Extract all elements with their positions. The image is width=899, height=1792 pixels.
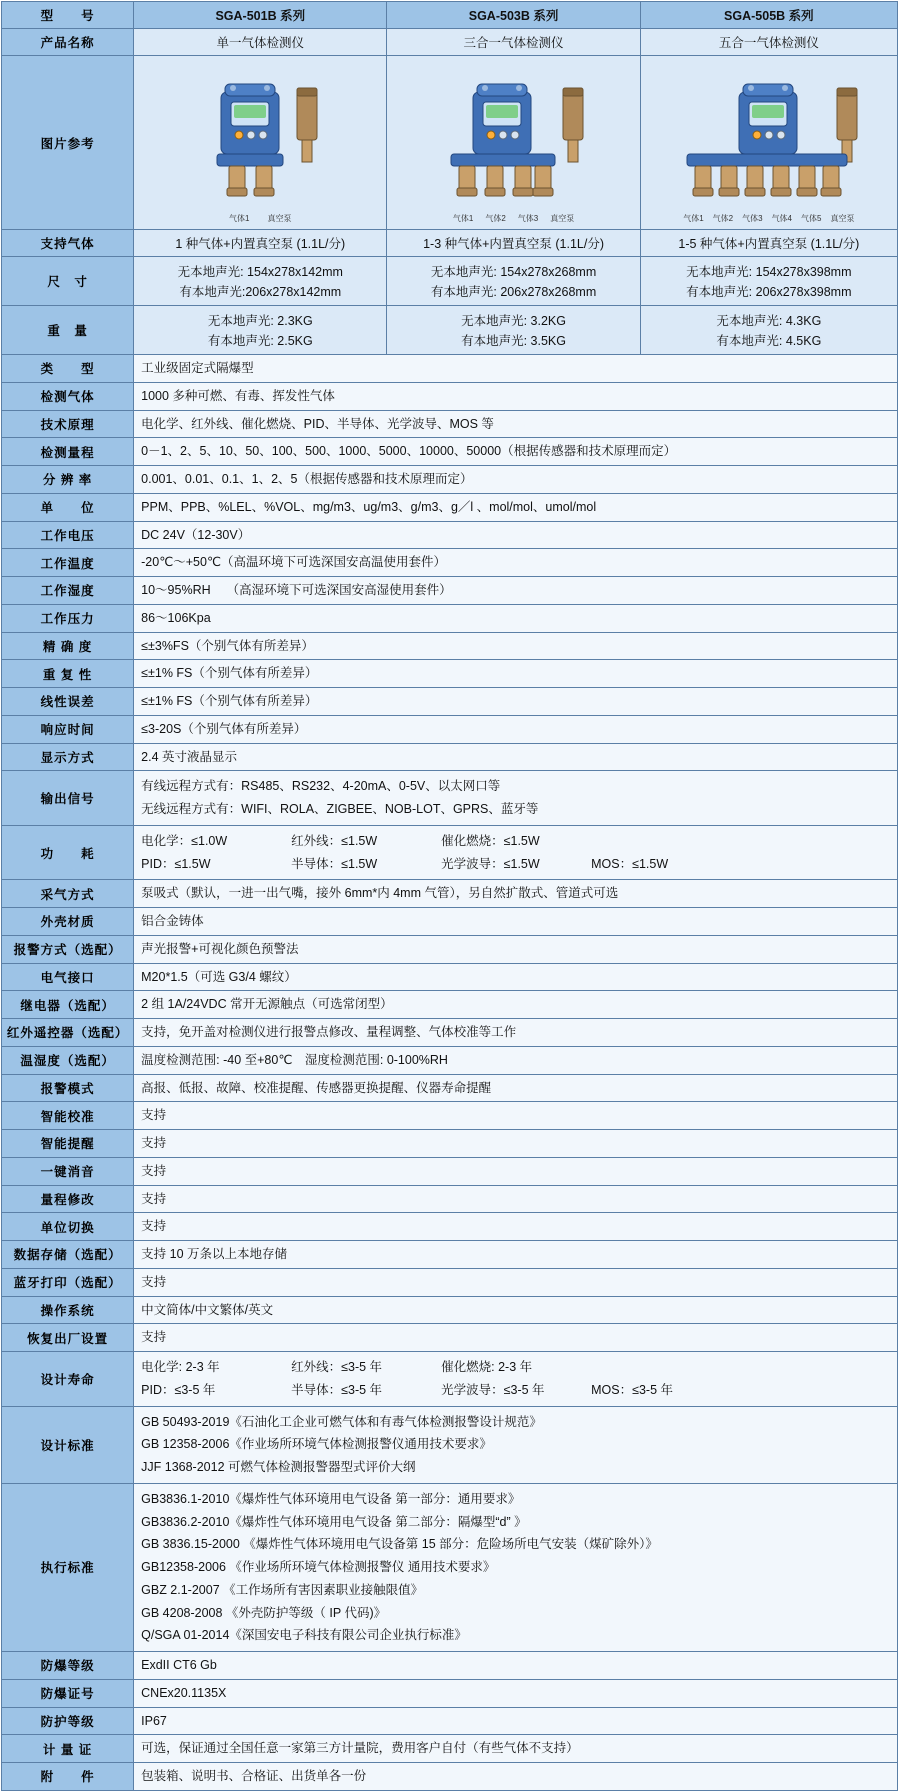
row-label-sampling: 采气方式 <box>2 880 134 908</box>
table-row-unit-switch <box>2 1213 898 1241</box>
row-label-design-std: 设计标准 <box>2 1406 134 1483</box>
row-label-output: 输出信号 <box>2 771 134 826</box>
table-row-repeat <box>2 660 898 688</box>
weight-505b <box>640 306 897 355</box>
life-semicon: 半导体：≤3-5 年 <box>291 1382 383 1397</box>
table-row-data-store <box>2 1241 898 1269</box>
life-echem: 电化学: 2-3 年 <box>141 1360 220 1374</box>
row-label-size: 尺 寸 <box>2 257 134 306</box>
one-key-value: 支持 <box>134 1157 898 1185</box>
support-gas-501b: 1 种气体+内置真空泵 (1.1L/分) <box>134 230 387 257</box>
os-value: 中文简体/中文繁体/英文 <box>134 1296 898 1324</box>
row-label-resolution: 分 辨 率 <box>2 466 134 494</box>
table-row-weight <box>2 306 898 355</box>
exec-std-item: GBZ 2.1-2007 《工作场所有害因素职业接触限值》 <box>141 1582 424 1597</box>
size-503b-line2: 有本地声光: 206x278x268mm <box>430 285 597 299</box>
smart-cal-value: 支持 <box>134 1102 898 1130</box>
table-row-smart-cal <box>2 1102 898 1130</box>
row-label-product-name: 产品名称 <box>2 29 134 56</box>
response-value: ≤3-20S（个别气体有所差异） <box>134 715 898 743</box>
table-row-work-temp <box>2 549 898 577</box>
row-label-temp-humi: 温湿度（选配） <box>2 1046 134 1074</box>
product-name-505b: 五合一气体检测仪 <box>640 29 897 56</box>
spec-table <box>1 1 898 1791</box>
size-501b-line1: 无本地声光: 154x278x142mm <box>177 265 343 279</box>
row-label-range-mod: 量程修改 <box>2 1185 134 1213</box>
smart-remind-value: 支持 <box>134 1130 898 1158</box>
principle-value: 电化学、红外线、催化燃烧、PID、半导体、光学波导、MOS 等 <box>134 410 898 438</box>
design-std-item: JJF 1368-2012 可燃气体检测报警器型式评价大纲 <box>141 1460 416 1474</box>
unit-switch-value: 支持 <box>134 1213 898 1241</box>
data-store-value: 支持 10 万条以上本地存储 <box>134 1241 898 1269</box>
power-semicon: 半导体：≤1.5W <box>291 856 378 871</box>
table-row-detect-gas <box>2 382 898 410</box>
voltage-value: DC 24V（12-30V） <box>134 521 898 549</box>
life-pid: PID：≤3-5 年 <box>141 1382 216 1397</box>
row-label-smart-cal: 智能校准 <box>2 1102 134 1130</box>
display-value: 2.4 英寸液晶显示 <box>134 743 898 771</box>
exec-std-value <box>134 1483 898 1651</box>
accessories-value: 包装箱、说明书、合格证、出货单各一份 <box>134 1763 898 1791</box>
device-image-505b <box>640 56 897 230</box>
table-row-factory-reset <box>2 1324 898 1352</box>
row-label-smart-remind: 智能提醒 <box>2 1130 134 1158</box>
size-501b <box>134 257 387 306</box>
row-label-alarm-way: 报警方式（选配） <box>2 935 134 963</box>
product-name-503b: 三合一气体检测仪 <box>387 29 640 56</box>
detect-gas-value: 1000 多种可燃、有毒、挥发性气体 <box>134 382 898 410</box>
row-label-factory-reset: 恢复出厂设置 <box>2 1324 134 1352</box>
row-label-accessories: 附 件 <box>2 1763 134 1791</box>
exec-std-item: GB3836.2-2010《爆炸性气体环境用电气设备 第二部分：隔爆型“d” 》 <box>141 1514 527 1529</box>
life-mos: MOS：≤3-5 年 <box>591 1382 674 1397</box>
exec-std-item: GB 3836.15-2000 《爆炸性气体环境用电气设备第 15 部分：危险场所电气安装（煤矿除外）》 <box>141 1537 658 1552</box>
table-row-support-gas <box>2 230 898 257</box>
size-503b-line1: 无本地声光: 154x278x268mm <box>430 265 597 279</box>
size-505b-line2: 有本地声光: 206x278x398mm <box>686 285 852 299</box>
row-label-type: 类 型 <box>2 355 134 383</box>
model-503b: SGA-503B 系列 <box>387 2 640 29</box>
row-label-ip-grade: 防护等级 <box>2 1707 134 1735</box>
design-std-value <box>134 1406 898 1483</box>
life-catalytic: 催化燃烧: 2-3 年 <box>441 1360 533 1374</box>
product-name-501b: 单一气体检测仪 <box>134 29 387 56</box>
detector-illustration-3ch <box>411 62 616 224</box>
table-row-ex-grade <box>2 1652 898 1680</box>
row-label-accuracy: 精 确 度 <box>2 632 134 660</box>
power-value <box>134 825 898 880</box>
device-image-501b <box>134 56 387 230</box>
table-row-relay <box>2 991 898 1019</box>
table-row-life <box>2 1352 898 1407</box>
table-row-work-humidity <box>2 577 898 605</box>
row-label-support-gas: 支持气体 <box>2 230 134 257</box>
remote-value: 支持，免开盖对检测仪进行报警点修改、量程调整、气体校准等工作 <box>134 1019 898 1047</box>
table-row-smart-remind <box>2 1130 898 1158</box>
row-label-metrology: 计 量 证 <box>2 1735 134 1763</box>
table-row-product-name <box>2 29 898 56</box>
table-row-principle <box>2 410 898 438</box>
metrology-value: 可选，保证通过全国任意一家第三方计量院，费用客户自付（有些气体不支持） <box>134 1735 898 1763</box>
row-label-shell: 外壳材质 <box>2 908 134 936</box>
table-row-exec-std <box>2 1483 898 1651</box>
row-label-work-humidity: 工作湿度 <box>2 577 134 605</box>
size-503b <box>387 257 640 306</box>
weight-503b-line2: 有本地声光: 3.5KG <box>461 334 566 348</box>
size-505b-line1: 无本地声光: 154x278x398mm <box>686 265 852 279</box>
table-row-size <box>2 257 898 306</box>
factory-reset-value: 支持 <box>134 1324 898 1352</box>
weight-501b <box>134 306 387 355</box>
row-label-remote: 红外遥控器（选配） <box>2 1019 134 1047</box>
exec-std-item: GB 4208-2008 《外壳防护等级（ IP 代码)》 <box>141 1605 387 1620</box>
table-row-os <box>2 1296 898 1324</box>
detector-illustration-5ch <box>651 62 886 224</box>
exec-std-item: GB3836.1-2010《爆炸性气体环境用电气设备 第一部分：通用要求》 <box>141 1491 521 1506</box>
table-row-remote <box>2 1019 898 1047</box>
row-label-data-store: 数据存储（选配） <box>2 1241 134 1269</box>
table-row-shell <box>2 908 898 936</box>
type-value: 工业级固定式隔爆型 <box>134 355 898 383</box>
temp-humi-value: 温度检测范围: -40 至+80℃ 湿度检测范围: 0-100%RH <box>134 1046 898 1074</box>
row-label-range: 检测量程 <box>2 438 134 466</box>
table-row-unit <box>2 493 898 521</box>
exec-std-item: GB12358-2006 《作业场所环境气体检测报警仪 通用技术要求》 <box>141 1560 496 1574</box>
row-label-response: 响应时间 <box>2 715 134 743</box>
power-line1 <box>141 830 890 853</box>
row-label-linear: 线性误差 <box>2 688 134 716</box>
table-row-ip-grade <box>2 1707 898 1735</box>
size-505b <box>640 257 897 306</box>
table-row-temp-humi <box>2 1046 898 1074</box>
row-label-relay: 继电器（选配） <box>2 991 134 1019</box>
size-501b-line2: 有本地声光:206x278x142mm <box>179 285 342 299</box>
shell-value: 铝合金铸体 <box>134 908 898 936</box>
row-label-unit: 单 位 <box>2 493 134 521</box>
work-humidity-value: 10～95%RH （高湿环境下可选深国安高湿使用套件） <box>134 577 898 605</box>
table-row-model <box>2 2 898 29</box>
table-row-metrology <box>2 1735 898 1763</box>
output-value <box>134 771 898 826</box>
row-label-image-ref: 图片参考 <box>2 56 134 230</box>
life-ir: 红外线：≤3-5 年 <box>291 1360 383 1374</box>
row-label-voltage: 工作电压 <box>2 521 134 549</box>
table-row-electrical-port <box>2 963 898 991</box>
table-row-work-pressure <box>2 604 898 632</box>
linear-value: ≤±1% FS（个别气体有所差异） <box>134 688 898 716</box>
table-row-display <box>2 743 898 771</box>
electrical-port-value: M20*1.5（可选 G3/4 螺纹） <box>134 963 898 991</box>
ex-grade-value: ExdII CT6 Gb <box>134 1652 898 1680</box>
ip-grade-value: IP67 <box>134 1707 898 1735</box>
gas-port-labels-3ch: 气体1 气体2 气体3 真空泵 <box>452 213 575 223</box>
table-row-voltage <box>2 521 898 549</box>
row-label-display: 显示方式 <box>2 743 134 771</box>
table-row-image-ref <box>2 56 898 230</box>
table-row-one-key <box>2 1157 898 1185</box>
bt-print-value: 支持 <box>134 1268 898 1296</box>
output-wired: 有线远程方式有：RS485、RS232、4-20mA、0-5V、以太网口等 <box>141 779 501 794</box>
power-catalytic: 催化燃烧：≤1.5W <box>441 833 540 848</box>
range-value: 0－1、2、5、10、50、100、500、1000、5000、10000、50000（根据传感器和技术原理而定） <box>134 438 898 466</box>
design-std-item: GB 12358-2006《作业场所环境气体检测报警仪通用技术要求》 <box>141 1437 492 1452</box>
ex-cert-value: CNEx20.1135X <box>134 1679 898 1707</box>
alarm-mode-value: 高报、低报、故障、校准提醒、传感器更换提醒、仪器寿命提醒 <box>134 1074 898 1102</box>
weight-503b-line1: 无本地声光: 3.2KG <box>461 314 566 328</box>
range-mod-value: 支持 <box>134 1185 898 1213</box>
table-row-linear <box>2 688 898 716</box>
exec-std-item: Q/SGA 01-2014《深国安电子科技有限公司企业执行标准》 <box>141 1628 467 1643</box>
support-gas-505b: 1-5 种气体+内置真空泵 (1.1L/分) <box>640 230 897 257</box>
repeat-value: ≤±1% FS（个别气体有所差异） <box>134 660 898 688</box>
row-label-one-key: 一键消音 <box>2 1157 134 1185</box>
work-temp-value: -20℃～+50℃（高温环境下可选深国安高温使用套件） <box>134 549 898 577</box>
weight-505b-line1: 无本地声光: 4.3KG <box>716 314 822 328</box>
table-row-design-std <box>2 1406 898 1483</box>
table-row-accessories <box>2 1763 898 1791</box>
row-label-principle: 技术原理 <box>2 410 134 438</box>
device-image-503b <box>387 56 640 230</box>
table-row-range-mod <box>2 1185 898 1213</box>
row-label-power: 功 耗 <box>2 825 134 880</box>
row-label-electrical-port: 电气接口 <box>2 963 134 991</box>
row-label-work-temp: 工作温度 <box>2 549 134 577</box>
table-row-response <box>2 715 898 743</box>
row-label-ex-cert: 防爆证号 <box>2 1679 134 1707</box>
table-row-resolution <box>2 466 898 494</box>
output-wireless: 无线远程方式有：WIFI、ROLA、ZIGBEE、NOB-LOT、GPRS、蓝牙等 <box>141 802 539 816</box>
table-row-ex-cert <box>2 1679 898 1707</box>
life-optical: 光学波导：≤3-5 年 <box>441 1382 545 1397</box>
table-row-type <box>2 355 898 383</box>
row-label-life: 设计寿命 <box>2 1352 134 1407</box>
row-label-repeat: 重 复 性 <box>2 660 134 688</box>
life-value <box>134 1352 898 1407</box>
power-ir: 红外线：≤1.5W <box>291 833 378 848</box>
row-label-bt-print: 蓝牙打印（选配） <box>2 1268 134 1296</box>
power-optical: 光学波导：≤1.5W <box>441 856 540 871</box>
support-gas-503b: 1-3 种气体+内置真空泵 (1.1L/分) <box>387 230 640 257</box>
life-line2 <box>141 1379 890 1402</box>
work-pressure-value: 86～106Kpa <box>134 604 898 632</box>
table-row-range <box>2 438 898 466</box>
resolution-value: 0.001、0.01、0.1、1、2、5（根据传感器和技术原理而定） <box>134 466 898 494</box>
spec-sheet <box>0 1 899 1791</box>
row-label-os: 操作系统 <box>2 1296 134 1324</box>
power-mos: MOS：≤1.5W <box>591 856 669 871</box>
table-row-bt-print <box>2 1268 898 1296</box>
power-echem: 电化学：≤1.0W <box>141 833 228 848</box>
detector-illustration-1ch <box>173 62 348 224</box>
table-row-output <box>2 771 898 826</box>
design-std-item: GB 50493-2019《石油化工企业可燃气体和有毒气体检测报警设计规范》 <box>141 1414 542 1429</box>
table-row-alarm-mode <box>2 1074 898 1102</box>
weight-501b-line1: 无本地声光: 2.3KG <box>207 314 313 328</box>
accuracy-value: ≤±3%FS（个别气体有所差异） <box>134 632 898 660</box>
row-label-ex-grade: 防爆等级 <box>2 1652 134 1680</box>
gas-port-labels-1ch: 气体1 真空泵 <box>229 213 292 223</box>
relay-value: 2 组 1A/24VDC 常开无源触点（可选常闭型） <box>134 991 898 1019</box>
gas-port-labels-5ch: 气体1 气体2 气体3 气体4 气体5 真空泵 <box>683 213 855 223</box>
weight-505b-line2: 有本地声光: 4.5KG <box>716 334 822 348</box>
row-label-unit-switch: 单位切换 <box>2 1213 134 1241</box>
row-label-work-pressure: 工作压力 <box>2 604 134 632</box>
row-label-weight: 重 量 <box>2 306 134 355</box>
model-505b: SGA-505B 系列 <box>640 2 897 29</box>
life-line1 <box>141 1356 890 1379</box>
alarm-way-value: 声光报警+可视化颜色预警法 <box>134 935 898 963</box>
weight-503b <box>387 306 640 355</box>
row-label-alarm-mode: 报警模式 <box>2 1074 134 1102</box>
model-501b: SGA-501B 系列 <box>134 2 387 29</box>
table-row-power <box>2 825 898 880</box>
weight-501b-line2: 有本地声光: 2.5KG <box>207 334 313 348</box>
table-row-alarm-way <box>2 935 898 963</box>
unit-value: PPM、PPB、%LEL、%VOL、mg/m3、ug/m3、g/m3、g／l 、mol/mol、umol/mol <box>134 493 898 521</box>
row-label-exec-std: 执行标准 <box>2 1483 134 1651</box>
table-row-sampling <box>2 880 898 908</box>
power-line2 <box>141 853 890 876</box>
power-pid: PID：≤1.5W <box>141 856 211 871</box>
row-label-model: 型 号 <box>2 2 134 29</box>
sampling-value: 泵吸式（默认，一进一出气嘴，接外 6mm*内 4mm 气管），另自然扩散式、管道式可选 <box>134 880 898 908</box>
row-label-detect-gas: 检测气体 <box>2 382 134 410</box>
table-row-accuracy <box>2 632 898 660</box>
